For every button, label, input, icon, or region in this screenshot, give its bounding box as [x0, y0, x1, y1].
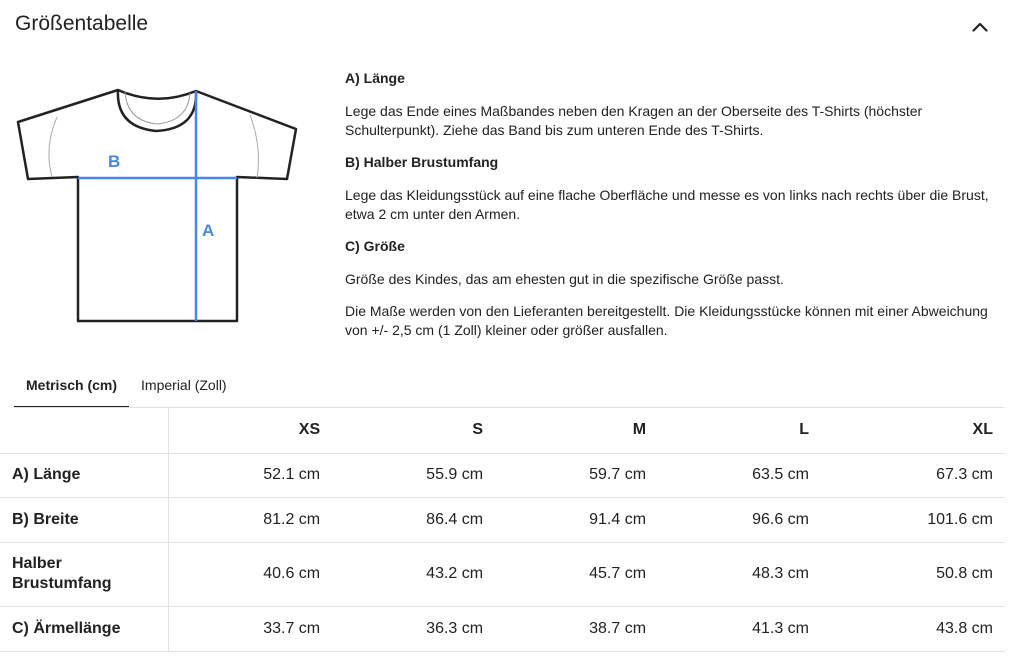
section-heading-size: C) Größe: [345, 238, 405, 254]
size-table: [0, 408, 1005, 652]
tab-imperial[interactable]: Imperial (Zoll): [141, 377, 227, 393]
size-chart-header[interactable]: [0, 0, 1024, 50]
measurement-instructions: [345, 69, 1005, 353]
table-cell: 63.5 cm: [658, 453, 821, 497]
table-cell: 86.4 cm: [332, 497, 495, 542]
table-cell: 48.3 cm: [658, 542, 821, 606]
tshirt-icon: [12, 85, 302, 330]
column-header-xl: XL: [821, 408, 1005, 453]
table-cell: 41.3 cm: [658, 606, 821, 651]
section-text-length: Lege das Ende eines Maßbandes neben den Kragen an der Oberseite des T-Shirts (höchster Schulterpunkt). Ziehe das Band bis zum unteren Ende des T-Shirts.: [345, 103, 923, 138]
tshirt-measurement-illustration: [12, 85, 302, 330]
table-cell: 36.3 cm: [332, 606, 495, 651]
table-cell: 43.2 cm: [332, 542, 495, 606]
table-cell: 43.8 cm: [821, 606, 1005, 651]
measurement-note: Die Maße werden von den Lieferanten bereitgestellt. Die Kleidungsstücke können mit einer Abweichung von +/- 2,5 cm (1 Zoll) kleiner oder größer ausfallen.: [345, 303, 988, 338]
row-label: C) Ärmellänge: [0, 606, 168, 651]
table-cell: 101.6 cm: [821, 497, 1005, 542]
label-b: B: [108, 152, 121, 171]
table-cell: 96.6 cm: [658, 497, 821, 542]
row-label: B) Breite: [0, 497, 168, 542]
table-cell: 91.4 cm: [495, 497, 658, 542]
collapse-button[interactable]: [966, 14, 994, 40]
section-heading-length: A) Länge: [345, 70, 405, 86]
table-row: [0, 497, 1005, 542]
tab-metric[interactable]: Metrisch (cm): [14, 372, 129, 408]
table-cell: 59.7 cm: [495, 453, 658, 497]
table-cell: 50.8 cm: [821, 542, 1005, 606]
column-header-l: L: [658, 408, 821, 453]
label-a: A: [202, 221, 215, 240]
table-row: [0, 606, 1005, 651]
table-cell: 81.2 cm: [168, 497, 332, 542]
section-text-chest: Lege das Kleidungsstück auf eine flache Oberfläche und messe es von links nach rechts über die Brust, etwa 2 cm unter den Armen.: [345, 187, 989, 222]
table-cell: 45.7 cm: [495, 542, 658, 606]
section-heading-chest: B) Halber Brustumfang: [345, 154, 499, 170]
size-chart-title: Größentabelle: [15, 12, 149, 35]
row-label: Halber Brustumfang: [0, 542, 168, 606]
table-cell: 52.1 cm: [168, 453, 332, 497]
column-header-xs: XS: [168, 408, 332, 453]
table-header-row: [0, 408, 1005, 453]
table-cell: 67.3 cm: [821, 453, 1005, 497]
table-row: [0, 542, 1005, 606]
row-label: A) Länge: [0, 453, 168, 497]
column-header-m: M: [495, 408, 658, 453]
table-cell: 40.6 cm: [168, 542, 332, 606]
unit-tabs: [14, 372, 239, 408]
column-header-s: S: [332, 408, 495, 453]
section-text-size: Größe des Kindes, das am ehesten gut in die spezifische Größe passt.: [345, 271, 784, 287]
table-corner-cell: [0, 408, 168, 453]
table-cell: 33.7 cm: [168, 606, 332, 651]
chevron-up-icon: [972, 22, 988, 32]
table-cell: 55.9 cm: [332, 453, 495, 497]
table-cell: 38.7 cm: [495, 606, 658, 651]
table-row: [0, 453, 1005, 497]
